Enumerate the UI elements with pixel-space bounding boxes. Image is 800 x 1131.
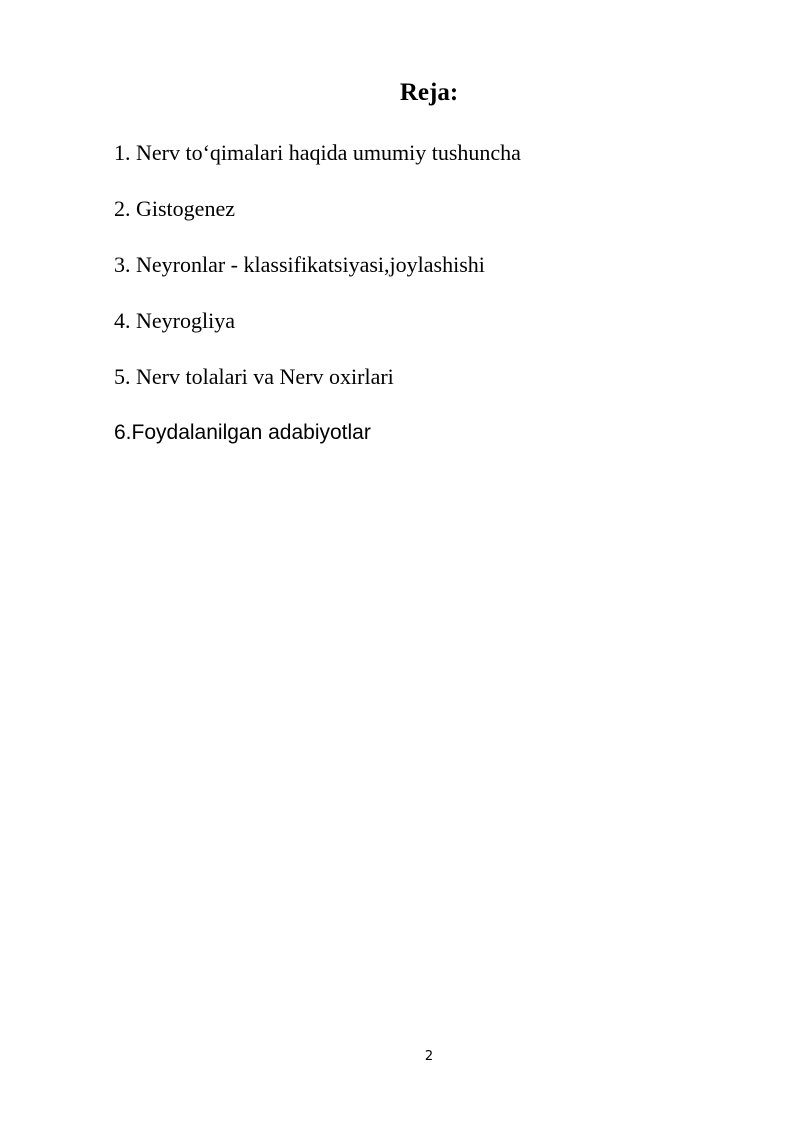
plan-item-1: 1. Nerv to‘qimalari haqida umumiy tushuncha: [114, 140, 521, 165]
plan-item-5: 5. Nerv tolalari va Nerv oxirlari: [114, 364, 394, 389]
page-title: Reja:: [399, 79, 459, 106]
page-number: 2: [424, 1049, 434, 1064]
plan-item-4: 4. Neyrogliya: [114, 308, 235, 333]
plan-item-3: 3. Neyronlar - klassifikatsiyasi,joylashishi: [114, 252, 485, 277]
plan-item-2: 2. Gistogenez: [114, 196, 235, 221]
plan-list: [114, 136, 521, 472]
plan-item-6: 6.Foydalanilgan adabiyotlar: [114, 421, 371, 444]
